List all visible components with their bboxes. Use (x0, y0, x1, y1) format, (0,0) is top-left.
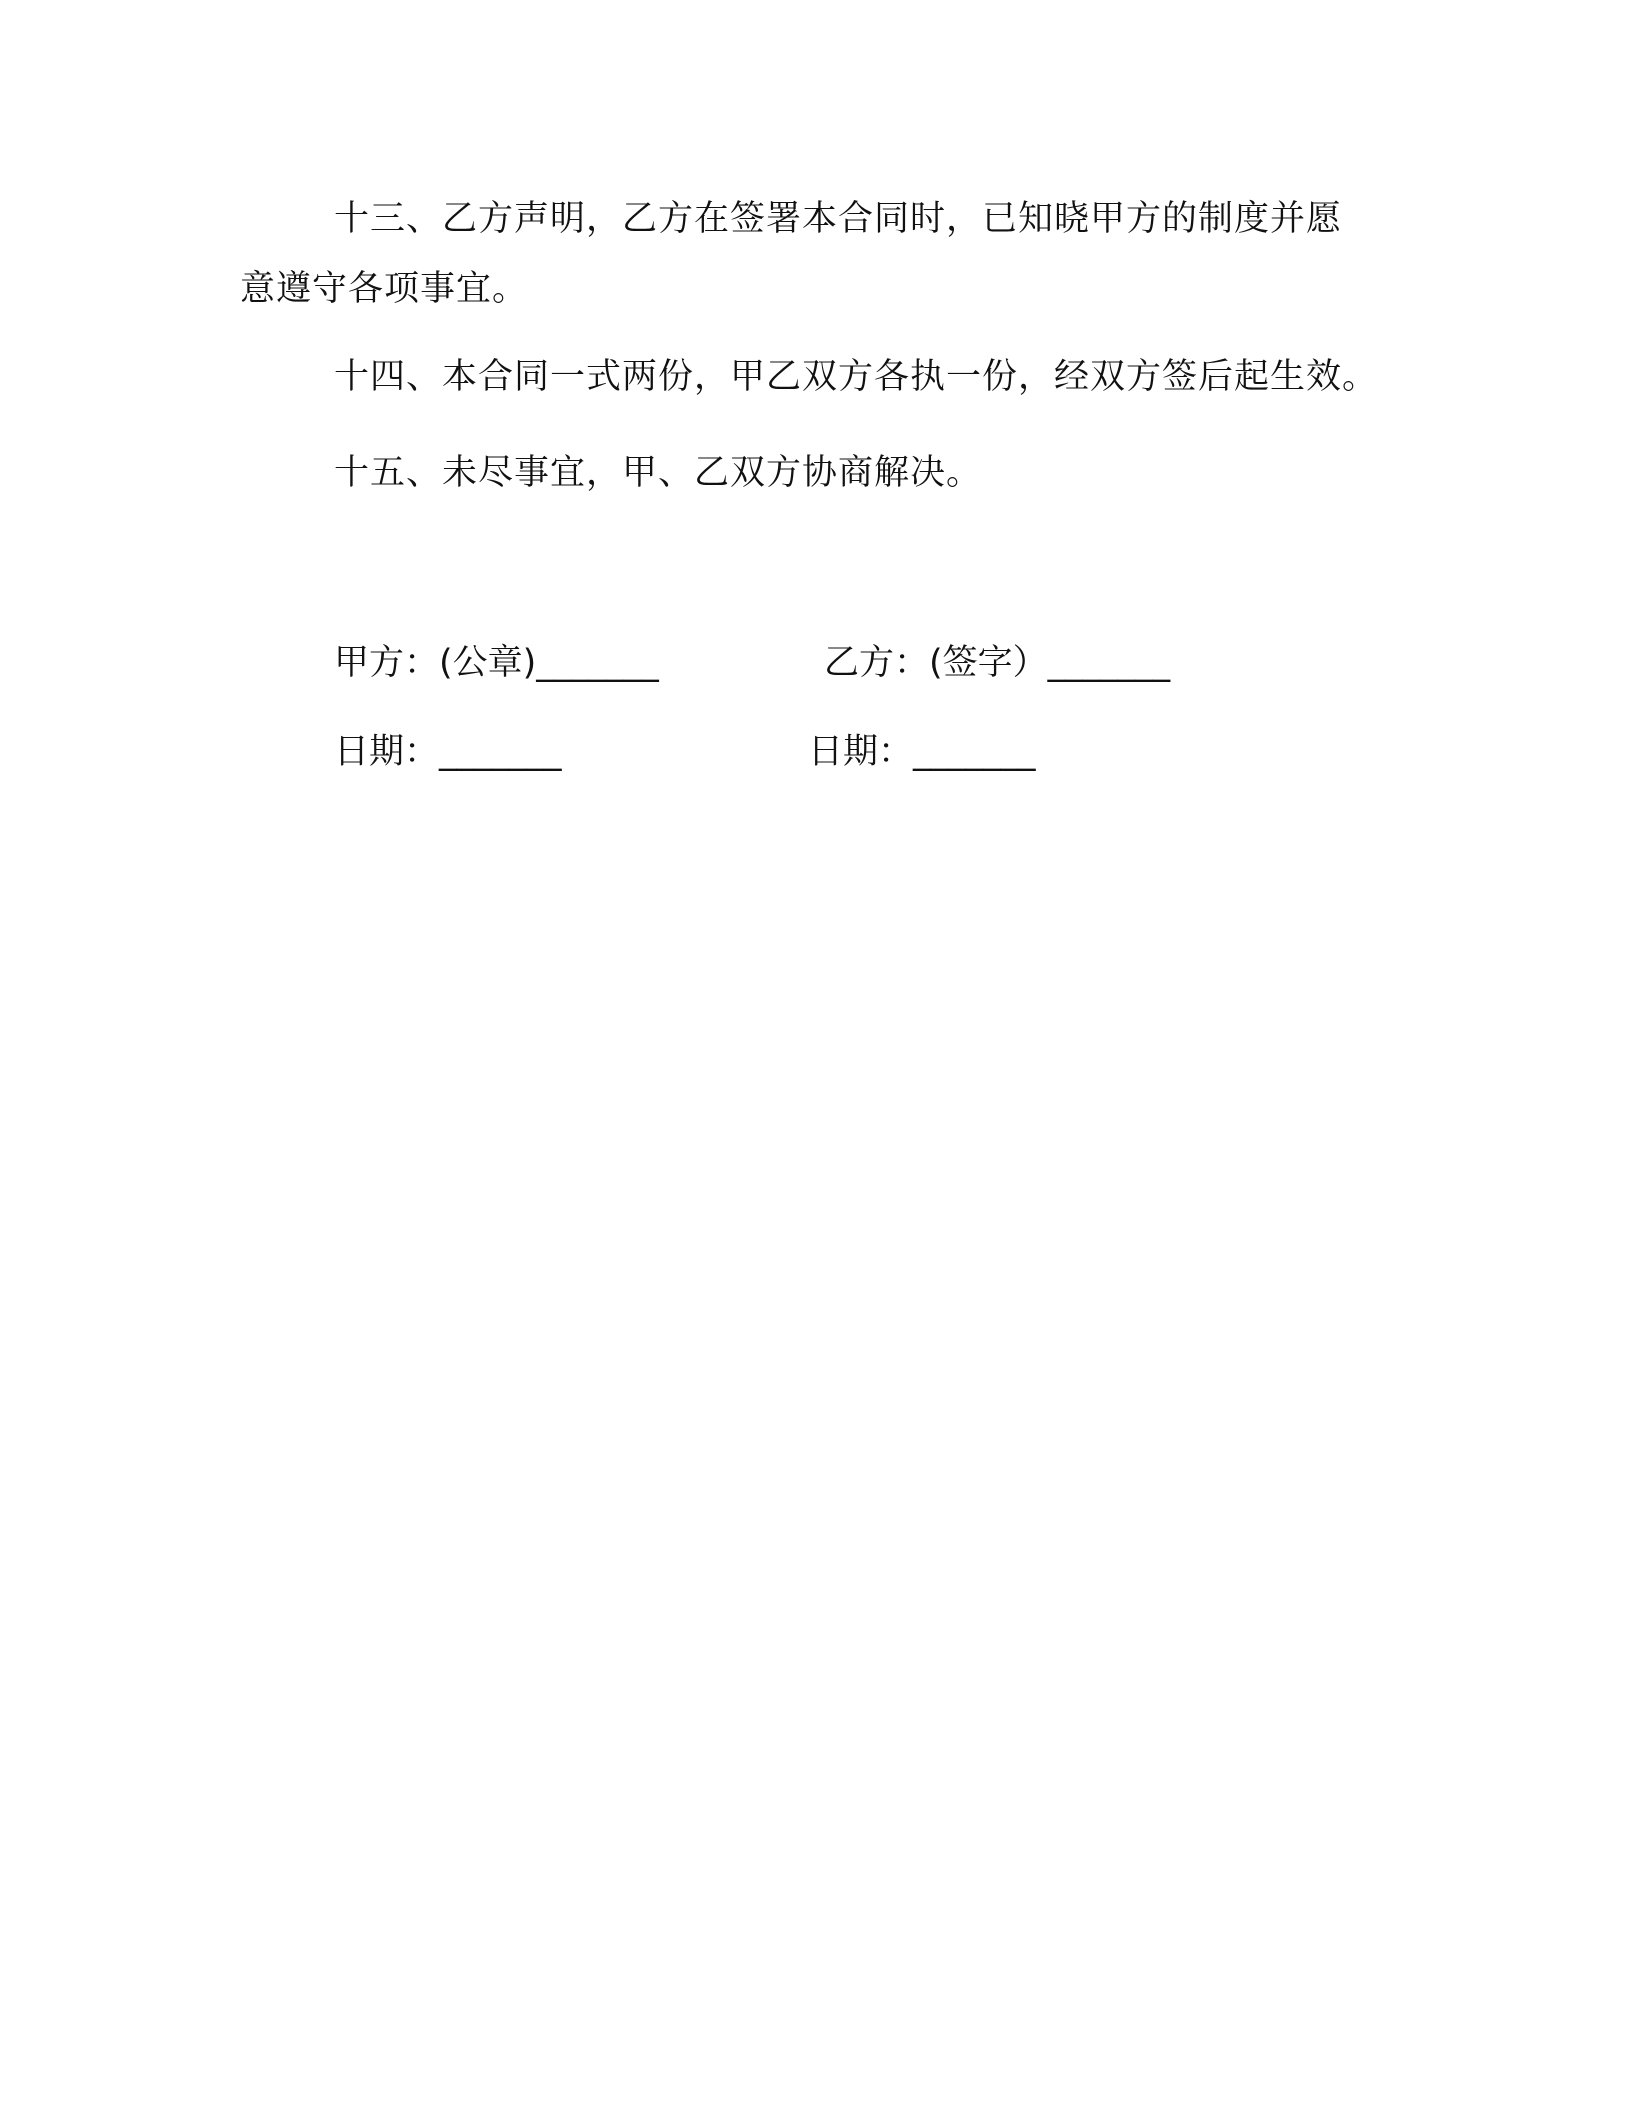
party-a-date-line: 日期：_______ (334, 732, 562, 772)
clause-13 (240, 184, 1342, 324)
clause-14: 十四、本合同一式两份，甲乙双方各执一份，经双方签后起生效。 (334, 357, 1379, 397)
party-a-signature-line: 甲方：(公章)_______ (334, 643, 659, 683)
clause-15: 十五、未尽事宜，甲、乙双方协商解决。 (334, 453, 983, 493)
clause-13-line-2: 意遵守各项事宜。 (240, 269, 529, 309)
party-b-signature-line: 乙方：(签字）_______ (824, 643, 1171, 683)
party-b-date-line: 日期：_______ (808, 732, 1036, 772)
clause-13-line-1: 十三、乙方声明，乙方在签署本合同时，已知晓甲方的制度并愿 (334, 199, 1343, 239)
